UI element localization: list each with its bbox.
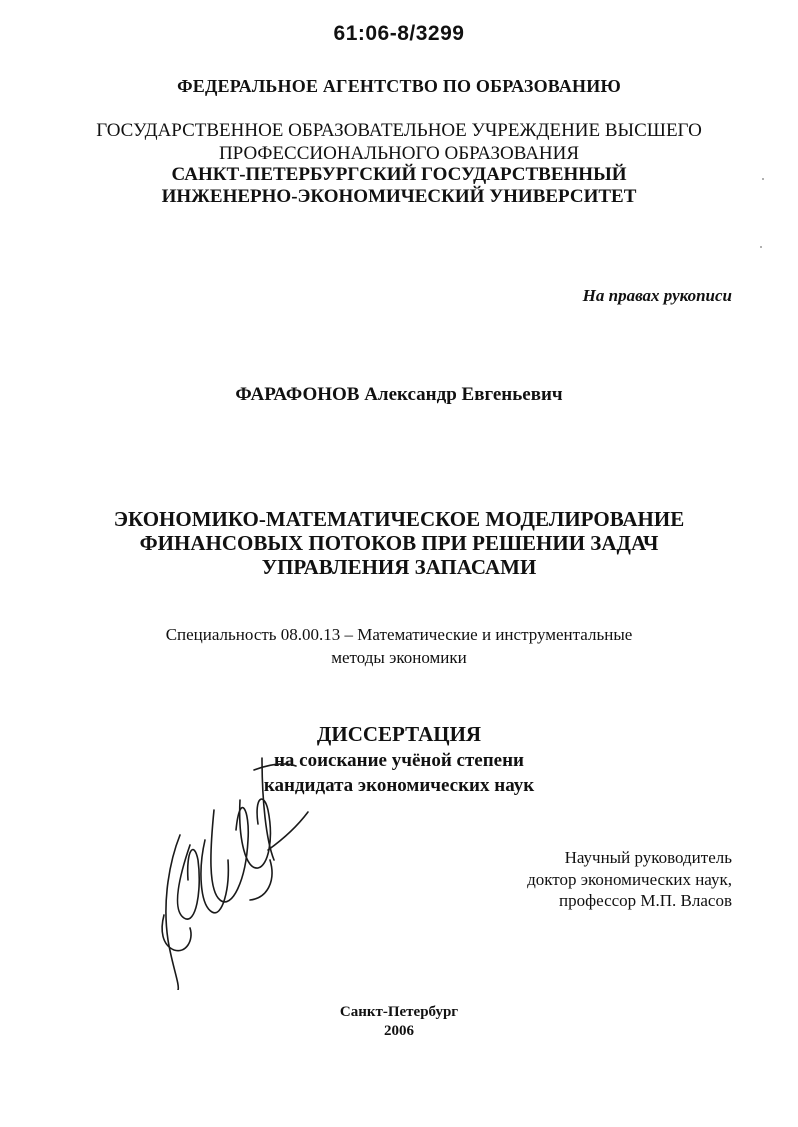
institution-line-1: ГОСУДАРСТВЕННОЕ ОБРАЗОВАТЕЛЬНОЕ УЧРЕЖДЕНИЕ ВЫСШЕГО (96, 120, 702, 141)
advisor-degree: доктор экономических наук, (527, 870, 732, 889)
city: Санкт-Петербург (339, 1004, 459, 1020)
institution-line-3: САНКТ-ПЕТЕРБУРГСКИЙ ГОСУДАРСТВЕННЫЙ (171, 164, 627, 185)
paper-speck (760, 246, 762, 248)
dissertation-title-line-3: УПРАВЛЕНИЯ ЗАПАСАМИ (261, 555, 537, 579)
specialty-line-1: Специальность 08.00.13 – Математические и инструментальные (165, 625, 633, 644)
dissertation-title-line-1: ЭКОНОМИКО-МАТЕМАТИЧЕСКОЕ МОДЕЛИРОВАНИЕ (113, 507, 685, 531)
degree-line-2: кандидата экономических наук (263, 775, 535, 796)
agency-heading: ФЕДЕРАЛЬНОЕ АГЕНТСТВО ПО ОБРАЗОВАНИЮ (177, 76, 621, 96)
advisor-name: профессор М.П. Власов (558, 891, 732, 910)
catalog-number-stamp: 61:06-8/3299 (333, 22, 465, 45)
advisor-role: Научный руководитель (564, 848, 732, 867)
year: 2006 (384, 1023, 414, 1039)
handwritten-signature (150, 740, 320, 990)
institution-line-4: ИНЖЕНЕРНО-ЭКОНОМИЧЕСКИЙ УНИВЕРСИТЕТ (161, 186, 637, 207)
manuscript-note: На правах рукописи (582, 286, 732, 305)
specialty-line-2: методы экономики (331, 648, 467, 667)
dissertation-title-line-2: ФИНАНСОВЫХ ПОТОКОВ ПРИ РЕШЕНИИ ЗАДАЧ (139, 531, 659, 555)
work-type-heading: ДИССЕРТАЦИЯ (316, 722, 482, 746)
institution-line-2: ПРОФЕССИОНАЛЬНОГО ОБРАЗОВАНИЯ (218, 143, 580, 164)
author-name: ФАРАФОНОВ Александр Евгеньевич (235, 384, 563, 405)
paper-speck (762, 178, 764, 180)
degree-line-1: на соискание учёной степени (273, 750, 524, 771)
